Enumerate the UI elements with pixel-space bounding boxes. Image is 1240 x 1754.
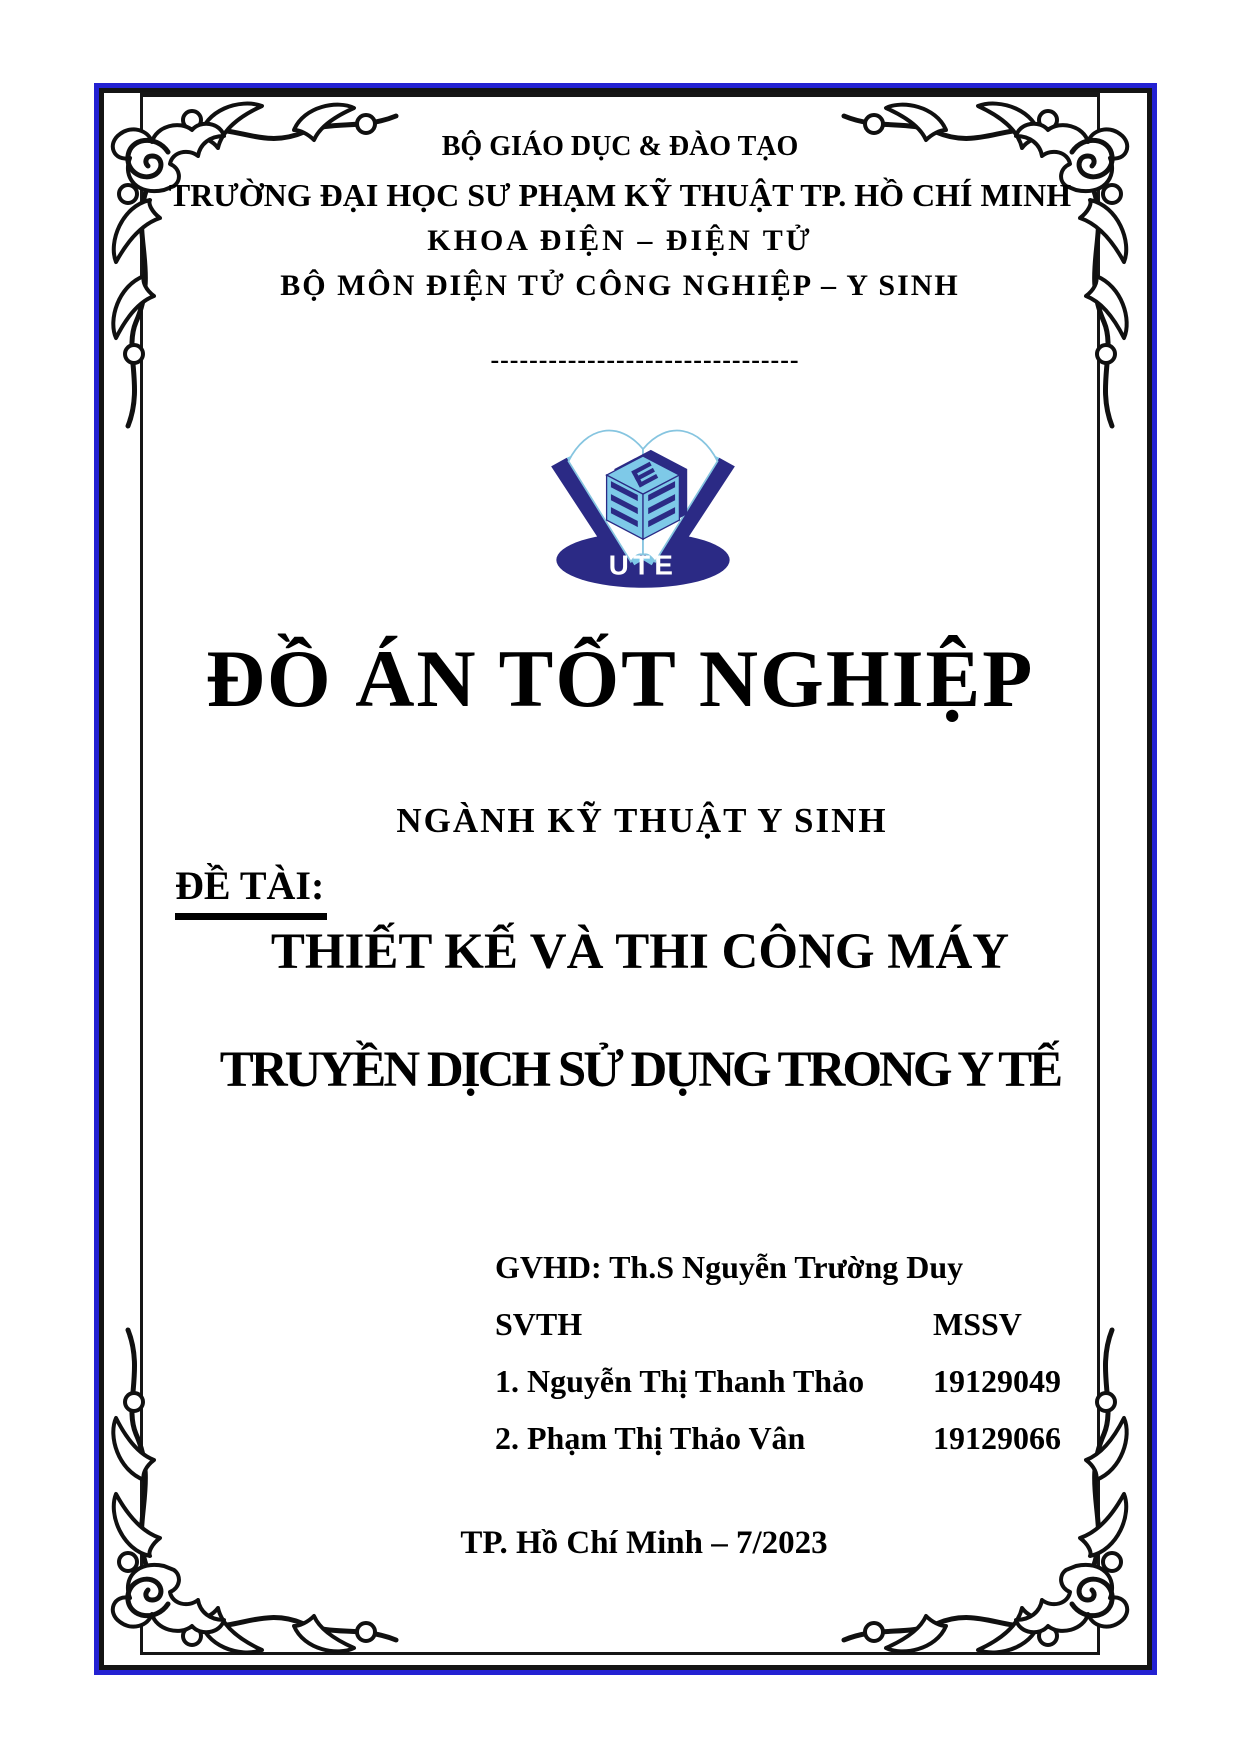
page-title: ĐỒ ÁN TỐT NGHIỆP — [205, 633, 1035, 724]
advisor-line: GVHD: Th.S Nguyễn Trường Duy — [495, 1249, 964, 1285]
students-header-row — [495, 1305, 1075, 1362]
topic-title-line-2: TRUYỀN DỊCH SỬ DỤNG TRONG Y TẾ — [219, 1042, 1061, 1098]
students-name-header: SVTH — [495, 1306, 583, 1342]
student-name: 2. Phạm Thị Thảo Vân — [495, 1420, 806, 1456]
students-id-header: MSSV — [933, 1306, 1022, 1342]
topic-label — [175, 862, 327, 920]
ministry-line: BỘ GIÁO DỤC & ĐÀO TẠO — [441, 131, 799, 162]
ute-logo-icon — [513, 394, 773, 596]
student-id: 19129066 — [933, 1420, 1061, 1456]
advisor-row — [495, 1248, 1075, 1305]
topic-title-line-1: THIẾT KẾ VÀ THI CÔNG MÁY — [270, 924, 1010, 980]
student-row — [495, 1362, 1075, 1419]
topic-label-text: ĐỀ TÀI: — [175, 862, 327, 920]
student-row — [495, 1419, 1075, 1476]
major-line: NGÀNH KỸ THUẬT Y SINH — [396, 801, 888, 840]
student-name: 1. Nguyễn Thị Thanh Thảo — [495, 1363, 865, 1399]
dashed-divider: -------------------------------- — [490, 345, 800, 374]
department-line: BỘ MÔN ĐIỆN TỬ CÔNG NGHIỆP – Y SINH — [280, 269, 960, 302]
people-info-block — [495, 1248, 1075, 1476]
faculty-line: KHOA ĐIỆN – ĐIỆN TỬ — [427, 224, 813, 257]
logo-ute-text: UTE — [608, 549, 678, 581]
university-line: TRƯỜNG ĐẠI HỌC SƯ PHẠM KỸ THUẬT TP. HỒ CHÍ MINH — [168, 177, 1072, 213]
university-logo — [46, 394, 1240, 601]
student-id: 19129049 — [933, 1363, 1061, 1399]
corner-ornament-bottom-left-icon — [104, 1320, 404, 1660]
place-date-line: TP. Hồ Chí Minh – 7/2023 — [460, 1525, 828, 1561]
